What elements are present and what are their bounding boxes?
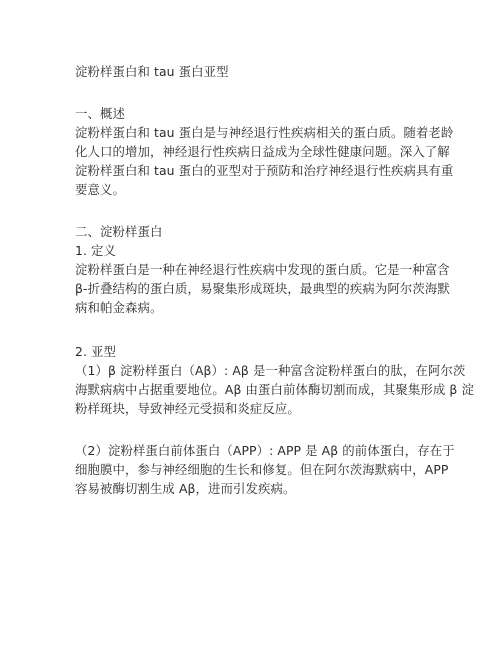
- overview-line-4: 要意义。: [75, 182, 125, 197]
- subtype-1-line-1: （1）β 淀粉样蛋白（Aβ）: Aβ 是一种富含淀粉样蛋白的肽，在阿尔茨: [75, 363, 466, 378]
- subtype-2-line-2: 细胞膜中，参与神经细胞的生长和修复。但在阿尔茨海默病中，APP: [75, 462, 449, 477]
- definition-line-3: 病和帕金森病。: [75, 300, 163, 315]
- overview-line-2: 化人口的增加，神经退行性疾病日益成为全球性健康问题。深入了解: [75, 144, 450, 159]
- document-title: 淀粉样蛋白和 tau 蛋白亚型: [75, 64, 229, 79]
- overview-line-1: 淀粉样蛋白和 tau 蛋白是与神经退行性疾病相关的蛋白质。随着老龄: [75, 125, 454, 140]
- subheading-definition: 1. 定义: [75, 243, 117, 258]
- overview-line-3: 淀粉样蛋白和 tau 蛋白的亚型对于预防和治疗神经退行性疾病具有重: [75, 163, 454, 178]
- section-heading-overview: 一、概述: [75, 106, 125, 121]
- subtype-2-line-1: （2）淀粉样蛋白前体蛋白（APP）: APP 是 Aβ 的前体蛋白，存在于: [75, 443, 455, 458]
- section-heading-amyloid: 二、淀粉样蛋白: [75, 224, 163, 239]
- subheading-subtypes: 2. 亚型: [75, 344, 117, 359]
- definition-line-1: 淀粉样蛋白是一种在神经退行性疾病中发现的蛋白质。它是一种富含: [75, 262, 450, 277]
- subtype-1-line-3: 粉样斑块，导致神经元受损和炎症反应。: [75, 401, 300, 416]
- subtype-1-line-2: 海默病病中占据重要地位。Aβ 由蛋白前体酶切割而成，其聚集形成 β 淀: [75, 382, 474, 397]
- subtype-2-line-3: 容易被酶切割生成 Aβ，进而引发疾病。: [75, 481, 296, 496]
- definition-line-2: β-折叠结构的蛋白质，易聚集形成斑块，最典型的疾病为阿尔茨海默: [75, 281, 450, 296]
